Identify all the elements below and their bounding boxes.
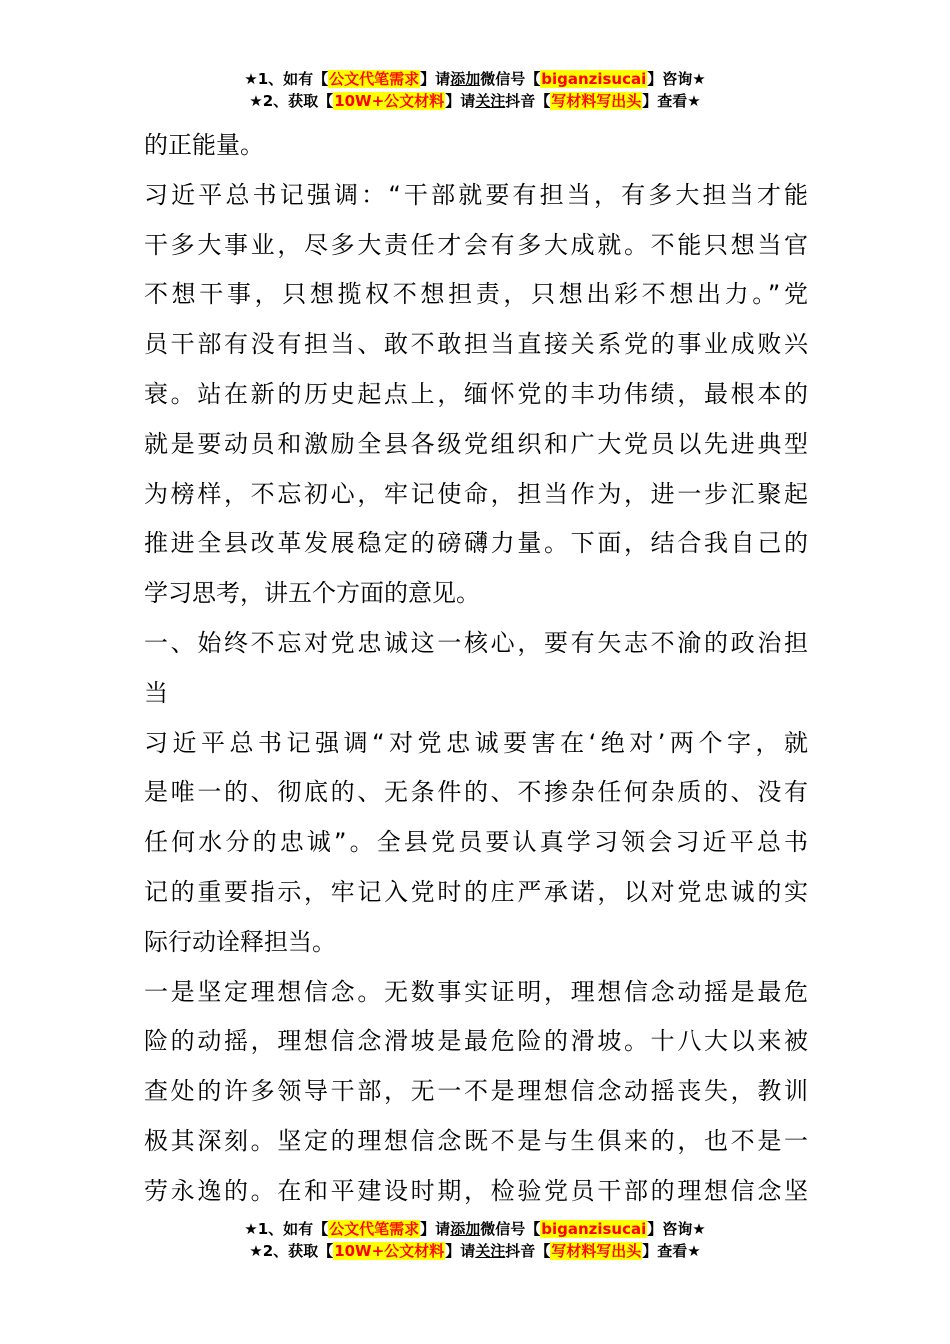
banner-text: 】请: [445, 92, 476, 110]
banner-text: 】查看★: [642, 92, 701, 110]
text-line: 习近平总书记强调“对党忠诚要害在‘绝对’两个字，就: [144, 728, 808, 757]
banner-underline: 添加: [450, 1220, 481, 1238]
highlight-materials: 10W+公文材料: [334, 92, 445, 110]
banner-text: 】请: [420, 1220, 451, 1238]
text-line: 干多大事业，尽多大责任才会有多大成就。不能只想当官: [144, 230, 808, 259]
banner-text: 微信号【: [480, 70, 541, 88]
highlight-materials: 10W+公文材料: [334, 1242, 445, 1260]
text-line: 为榜样，不忘初心，牢记使命，担当作为，进一步汇聚起: [144, 479, 808, 508]
text-line: 的正能量。: [144, 131, 264, 159]
highlight-service: 公文代笔需求: [329, 1220, 420, 1238]
banner-text: 抖音【: [505, 1242, 551, 1260]
text-line: 就是要动员和激励全县各级党组织和广大党员以先进典型: [144, 429, 808, 458]
banner-underline: 关注: [475, 1242, 506, 1260]
banner-line-2: [0, 1240, 950, 1262]
banner-line-1: [0, 68, 950, 90]
banner-text: 抖音【: [505, 92, 551, 110]
highlight-douyin-account: 写材料写出头: [551, 1242, 642, 1260]
text-line: 一是坚定理想信念。无数事实证明，理想信念动摇是最危: [144, 977, 808, 1006]
text-line: 推进全县改革发展稳定的磅礴力量。下面，结合我自己的: [144, 529, 808, 558]
text-line: 学习思考，讲五个方面的意见。: [144, 579, 480, 608]
banner-text: ★2、获取【: [249, 92, 334, 110]
banner-line-1: [0, 1218, 950, 1240]
banner-underline: 添加: [450, 70, 481, 88]
text-line: 险的动摇，理想信念滑坡是最危险的滑坡。十八大以来被: [144, 1027, 808, 1056]
text-line: 查处的许多领导干部，无一不是理想信念动摇丧失，教训: [144, 1077, 808, 1106]
text-line: 任何水分的忠诚”。全县党员要认真学习领会习近平总书: [144, 828, 808, 857]
text-line: 极其深刻。坚定的理想信念既不是与生俱来的，也不是一: [144, 1126, 808, 1155]
banner-underline: 关注: [475, 92, 506, 110]
text-line: 是唯一的、彻底的、无条件的、不掺杂任何杂质的、没有: [144, 778, 808, 807]
highlight-wechat-id: biganzisucai: [541, 1220, 647, 1238]
text-line: 际行动诠释担当。: [144, 927, 336, 956]
highlight-service: 公文代笔需求: [329, 70, 420, 88]
banner-text: 】查看★: [642, 1242, 701, 1260]
banner-text: ★2、获取【: [249, 1242, 334, 1260]
highlight-wechat-id: biganzisucai: [541, 70, 647, 88]
section-heading: 当: [144, 678, 168, 707]
header-banner: [0, 68, 950, 112]
text-line: 记的重要指示，牢记入党时的庄严承诺，以对党忠诚的实: [144, 877, 808, 906]
banner-line-2: [0, 90, 950, 112]
banner-text: 】咨询★: [647, 70, 706, 88]
document-body: [144, 121, 808, 1217]
highlight-douyin-account: 写材料写出头: [551, 92, 642, 110]
banner-text: 】请: [420, 70, 451, 88]
text-line: 劳永逸的。在和平建设时期，检验党员干部的理想信念坚: [144, 1176, 808, 1205]
text-line: 员干部有没有担当、敢不敢担当直接关系党的事业成败兴: [144, 330, 808, 359]
banner-text: 】请: [445, 1242, 476, 1260]
text-line: 衰。站在新的历史起点上，缅怀党的丰功伟绩，最根本的: [144, 379, 808, 408]
footer-banner: [0, 1218, 950, 1262]
banner-text: 】咨询★: [647, 1220, 706, 1238]
section-heading: 一、始终不忘对党忠诚这一核心，要有矢志不渝的政治担: [144, 628, 808, 657]
banner-text: 微信号【: [480, 1220, 541, 1238]
text-line: 不想干事，只想揽权不想担责，只想出彩不想出力。”党: [144, 280, 808, 309]
text-line: 习近平总书记强调：“干部就要有担当，有多大担当才能: [144, 180, 808, 209]
banner-text: ★1、如有【: [244, 70, 329, 88]
banner-text: ★1、如有【: [244, 1220, 329, 1238]
